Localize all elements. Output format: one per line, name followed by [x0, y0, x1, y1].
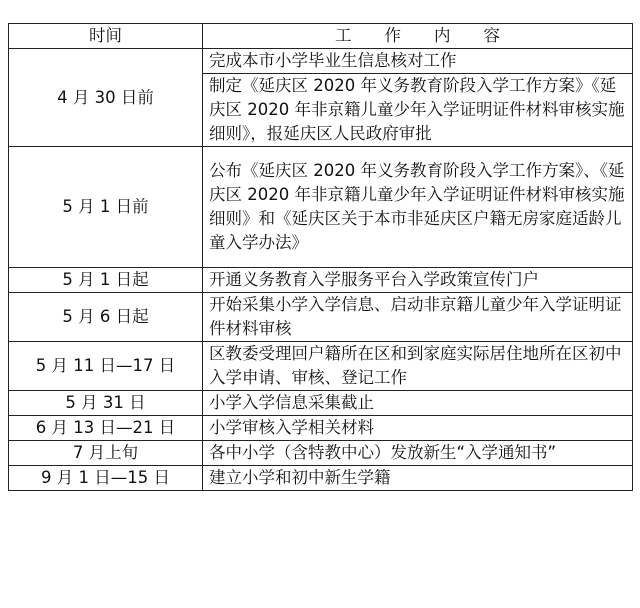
header-time: 时间: [9, 24, 203, 49]
content-cell: 制定《延庆区 2020 年义务教育阶段入学工作方案》《延庆区 2020 年非京籍儿童少年入学证明证件材料审核实施细则》，报延庆区人民政府审批: [203, 74, 633, 147]
time-cell: 5 月 6 日起: [9, 293, 203, 342]
table-row: [9, 391, 633, 416]
table-row: [9, 268, 633, 293]
time-cell: 5 月 11 日—17 日: [9, 342, 203, 391]
table-row: [9, 147, 633, 268]
content-cell: 公布《延庆区 2020 年义务教育阶段入学工作方案》、《延庆区 2020 年非京籍儿童少年入学证明证件材料审核实施细则》和《延庆区关于本市非延庆区户籍无房家庭适龄儿童入学办法》: [203, 147, 633, 268]
time-cell: 6 月 13 日—21 日: [9, 416, 203, 441]
time-cell: 5 月 1 日前: [9, 147, 203, 268]
table-row: [9, 49, 633, 74]
header-content: 工 作 内 容: [203, 24, 633, 49]
table-row: [9, 342, 633, 391]
time-cell: 5 月 31 日: [9, 391, 203, 416]
content-cell: 建立小学和初中新生学籍: [203, 466, 633, 491]
content-cell: 小学审核入学相关材料: [203, 416, 633, 441]
time-cell: 7 月上旬: [9, 441, 203, 466]
content-cell: 完成本市小学毕业生信息核对工作: [203, 49, 633, 74]
table-row: [9, 293, 633, 342]
content-cell: 开始采集小学入学信息、启动非京籍儿童少年入学证明证件材料审核: [203, 293, 633, 342]
time-cell: 9 月 1 日—15 日: [9, 466, 203, 491]
content-cell: 区教委受理回户籍所在区和到家庭实际居住地所在区初中入学申请、审核、登记工作: [203, 342, 633, 391]
content-cell: 各中小学（含特教中心）发放新生“入学通知书”: [203, 441, 633, 466]
content-cell: 开通义务教育入学服务平台入学政策宣传门户: [203, 268, 633, 293]
table-row: [9, 466, 633, 491]
schedule-table: [8, 23, 633, 491]
table-header-row: [9, 24, 633, 49]
time-cell: 4 月 30 日前: [9, 49, 203, 147]
table-row: [9, 441, 633, 466]
time-cell: 5 月 1 日起: [9, 268, 203, 293]
table-row: [9, 416, 633, 441]
content-cell: 小学入学信息采集截止: [203, 391, 633, 416]
